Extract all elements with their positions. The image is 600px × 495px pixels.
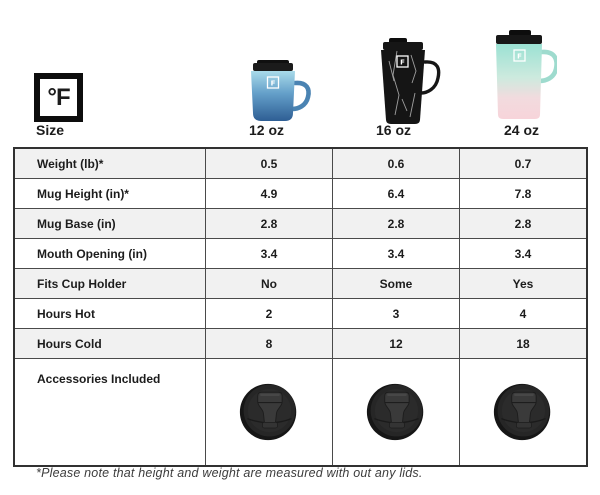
column-header-16oz: 16 oz [375, 122, 411, 138]
mug-16oz-illustration [371, 37, 441, 127]
row-label: Hours Hot [37, 306, 95, 321]
cell-value: 12 [332, 329, 459, 358]
cell-value: 3.4 [205, 239, 332, 268]
row-label: Mug Base (in) [37, 216, 116, 231]
row-label: Hours Cold [37, 336, 102, 351]
cell-value: 0.5 [205, 149, 332, 178]
footnote: *Please note that height and weight are measured with out any lids. [36, 466, 423, 480]
cell-value: 3 [332, 299, 459, 328]
mug-12oz-image [236, 59, 314, 128]
cell-value: 0.6 [332, 149, 459, 178]
cell-value: 2.8 [332, 209, 459, 238]
cell-value: 4 [459, 299, 586, 328]
cell-value: 2.8 [459, 209, 586, 238]
flip-lid-image [492, 382, 554, 442]
svg-text:F: F [517, 52, 522, 61]
flip-lid-image [238, 382, 300, 442]
brand-logo-text: °F [47, 83, 70, 111]
cell-value: Some [332, 269, 459, 298]
row-label: Mouth Opening (in) [37, 246, 147, 261]
svg-text:F: F [400, 58, 405, 67]
mug-24oz-image [485, 29, 557, 126]
table-row-accessories [15, 359, 586, 465]
mug-12oz-illustration [236, 59, 314, 123]
table-row-hours-cold [15, 329, 586, 359]
cell-value: No [205, 269, 332, 298]
accessory-cell [205, 359, 332, 465]
table-row-mouth-opening [15, 239, 586, 269]
cell-value: 4.9 [205, 179, 332, 208]
row-label: Mug Height (in)* [37, 186, 129, 201]
row-label: Accessories Included [37, 372, 161, 386]
row-label: Fits Cup Holder [37, 276, 127, 291]
table-row-hours-hot [15, 299, 586, 329]
cell-value: 3.4 [459, 239, 586, 268]
cell-value: 3.4 [332, 239, 459, 268]
cell-value: 6.4 [332, 179, 459, 208]
accessory-cell [459, 359, 586, 465]
cell-value: 8 [205, 329, 332, 358]
size-column-title: Size [36, 122, 65, 138]
table-row-weight [15, 149, 586, 179]
column-header-24oz: 24 oz [503, 122, 539, 138]
table-row-height [15, 179, 586, 209]
mug-16oz-image [371, 37, 441, 132]
mug-24oz-illustration [485, 29, 557, 121]
row-label: Weight (lb)* [37, 156, 104, 171]
accessory-cell [332, 359, 459, 465]
cell-value: 18 [459, 329, 586, 358]
cell-value: 7.8 [459, 179, 586, 208]
column-header-12oz: 12 oz [248, 122, 284, 138]
spec-table [13, 147, 588, 467]
brand-logo [34, 73, 83, 122]
table-row-cup-holder [15, 269, 586, 299]
cell-value: 0.7 [459, 149, 586, 178]
cell-value: Yes [459, 269, 586, 298]
svg-text:F: F [270, 79, 276, 88]
cell-value: 2.8 [205, 209, 332, 238]
flip-lid-image [365, 382, 427, 442]
table-row-base [15, 209, 586, 239]
cell-value: 2 [205, 299, 332, 328]
